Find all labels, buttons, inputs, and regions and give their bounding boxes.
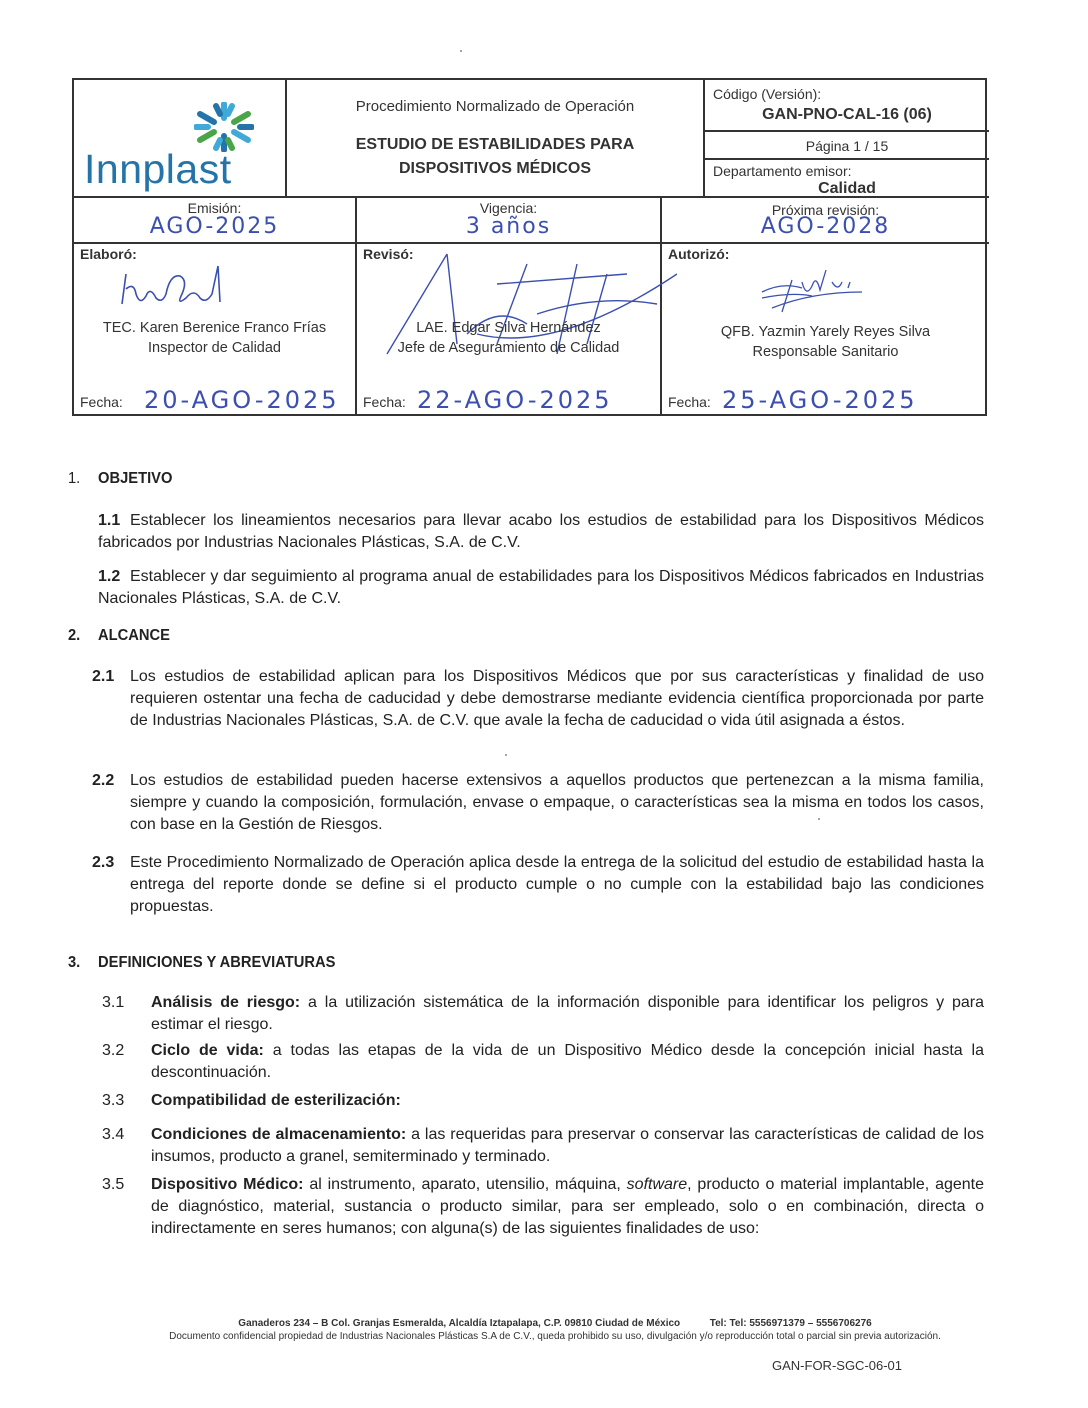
signer-name: TEC. Karen Berenice Franco Frías xyxy=(102,320,327,336)
definition-term: Análisis de riesgo: xyxy=(151,994,301,1011)
emission-cell xyxy=(74,198,357,244)
item-number: 2.3 xyxy=(92,854,115,871)
emission-value: AGO-2025 xyxy=(149,214,280,239)
signature-role: Elaboró: xyxy=(80,246,137,262)
page-number: Página 1 / 15 xyxy=(805,138,889,154)
company-logo-text: Innplast xyxy=(84,146,232,192)
item-number: 3.3 xyxy=(102,1092,125,1109)
validity-label: Vigencia: xyxy=(479,200,538,216)
footer-confidential: Documento confidencial propiedad de Industrias Nacionales Plásticas S.A de C.V., queda prohibido su uso, divulgación y/o reproducción total o parcial sin previa autorización. xyxy=(169,1331,941,1342)
department-label: Departamento emisor: xyxy=(713,163,852,179)
item-text: Este Procedimiento Normalizado de Operación aplica desde la entrega de la solicitud del estudio de estabilidad hasta la entrega del reporte donde se define si el producto cumple o no cumple con la estabilidad bajo las condiciones propuestas. xyxy=(130,854,984,915)
item-text: Los estudios de estabilidad pueden hacerse extensivos a aquellos productos que pertenezcan a la misma familia, siempre y cuando la composición, formulación, envase o empaque, o características sea la misma en todos los casos, con base en la Gestión de Riesgos. xyxy=(130,772,984,833)
item-number: 1.2 xyxy=(98,568,121,585)
snowflake-logo-icon xyxy=(194,102,254,152)
validity-value: 3 años xyxy=(465,214,552,239)
footer-phone: Tel: Tel: 5556971379 – 5556706276 xyxy=(709,1318,872,1329)
next-review-value: AGO-2028 xyxy=(760,214,891,239)
item-number: 2.1 xyxy=(92,668,115,685)
form-code: GAN-FOR-SGC-06-01 xyxy=(772,1358,903,1373)
code-value: GAN-PNO-CAL-16 (06) xyxy=(762,106,932,123)
signer-position: Jefe de Aseguramiento de Calidad xyxy=(397,340,620,356)
definition-3-4 xyxy=(102,1124,984,1168)
item-number: 3.4 xyxy=(102,1126,125,1143)
item-number: 2.2 xyxy=(92,772,115,789)
definition-3-3 xyxy=(102,1090,984,1112)
next-review-label: Próxima revisión: xyxy=(771,202,880,218)
department-cell xyxy=(705,160,989,198)
definition-3-2 xyxy=(102,1040,984,1084)
signature-date: 22-AGO-2025 xyxy=(417,386,613,414)
item-number: 1.1 xyxy=(98,512,121,529)
signature-block-autorizo xyxy=(662,244,989,416)
document-title-line2: DISPOSITIVOS MÉDICOS xyxy=(398,160,592,177)
definition-text-italic: software xyxy=(626,1176,688,1193)
signature-block-reviso xyxy=(357,244,662,416)
list-item-1-1 xyxy=(98,510,984,554)
definition-3-1 xyxy=(102,992,984,1036)
section-objetivo xyxy=(68,470,179,488)
scan-speck xyxy=(818,818,820,820)
logo-cell xyxy=(74,80,287,198)
list-item-2-1 xyxy=(92,666,984,732)
signature-role: Autorizó: xyxy=(668,246,730,262)
section-number: 2. xyxy=(68,627,81,644)
item-text: Establecer los lineamientos necesarios para llevar acabo los estudios de estabilidad para los Dispositivos Médicos fabricados por Industrias Nacionales Plásticas, S.A. de C.V. xyxy=(98,512,984,551)
page-cell xyxy=(705,132,989,160)
scan-speck xyxy=(505,754,507,756)
section-alcance xyxy=(68,627,176,645)
document-type: Procedimiento Normalizado de Operación xyxy=(355,98,635,115)
footer-address-line xyxy=(160,1318,950,1329)
date-label: Fecha: xyxy=(80,394,123,410)
definition-text: al instrumento, aparato, utensilio, máquina, xyxy=(303,1176,627,1193)
scan-speck xyxy=(460,50,462,52)
definition-term: Condiciones de almacenamiento: xyxy=(151,1126,407,1143)
handwritten-signature-icon xyxy=(742,252,882,322)
definition-text: a las requeridas para preservar o conservar las características de calidad de los insumos, producto a granel, semiterminado y terminado. xyxy=(151,1126,984,1165)
section-title: OBJETIVO xyxy=(98,470,173,487)
definition-term: Compatibilidad de esterilización: xyxy=(151,1092,401,1109)
item-text: Los estudios de estabilidad aplican para los Dispositivos Médicos que por sus características y finalidad de uso requieren ostentar una fecha de caducidad y debe demostrarse mediante evidencia científica proporcionada por parte de Industrias Nacionales Plásticas, S.A. de C.V. que avale la fecha de caducidad o vida útil asignada a éstos. xyxy=(130,668,984,729)
handwritten-signature-icon xyxy=(114,254,234,314)
definition-term: Dispositivo Médico: xyxy=(151,1176,304,1193)
document-title-line1: ESTUDIO DE ESTABILIDADES PARA xyxy=(355,136,635,153)
signer-position: Inspector de Calidad xyxy=(148,340,281,356)
definition-text: a todas las etapas de la vida de un Dispositivo Médico desde la concepción inicial hasta la descontinuación. xyxy=(151,1042,984,1081)
date-label: Fecha: xyxy=(363,394,406,410)
item-number: 3.5 xyxy=(102,1176,125,1193)
section-title: DEFINICIONES Y ABREVIATURAS xyxy=(98,954,336,971)
date-label: Fecha: xyxy=(668,394,711,410)
signature-date: 25-AGO-2025 xyxy=(722,386,918,414)
item-number: 3.2 xyxy=(102,1042,125,1059)
list-item-2-3 xyxy=(92,852,984,918)
item-text: Establecer y dar seguimiento al programa anual de estabilidades para los Dispositivos Médicos fabricados en Industrias Nacionales Plásticas, S.A. de C.V. xyxy=(98,568,984,607)
signer-position: Responsable Sanitario xyxy=(752,344,899,360)
section-number: 1. xyxy=(68,470,81,487)
signer-name: LAE. Edgar Silva Hernández xyxy=(416,320,601,336)
section-definiciones xyxy=(68,954,356,972)
next-review-cell xyxy=(662,198,989,244)
title-cell xyxy=(287,80,705,198)
code-label: Código (Versión): xyxy=(713,86,822,102)
definition-3-5 xyxy=(102,1174,984,1240)
document-header-table xyxy=(72,78,987,416)
department-value: Calidad xyxy=(818,180,876,197)
code-cell xyxy=(705,80,989,132)
emission-label: Emisión: xyxy=(187,200,242,216)
signature-block-elaboro xyxy=(74,244,357,416)
item-number: 3.1 xyxy=(102,994,125,1011)
definition-text: a la utilización sistemática de la información disponible para identificar los peligros y para estimar el riesgo. xyxy=(151,994,984,1033)
signature-role: Revisó: xyxy=(363,246,414,262)
section-number: 3. xyxy=(68,954,81,971)
section-title: ALCANCE xyxy=(98,627,170,644)
definition-term: Ciclo de vida: xyxy=(151,1042,264,1059)
footer-address: Ganaderos 234 – B Col. Granjas Esmeralda, Alcaldía Iztapalapa, C.P. 09810 Ciudad de México xyxy=(238,1318,681,1329)
signature-date: 20-AGO-2025 xyxy=(144,386,340,414)
signer-name: QFB. Yazmin Yarely Reyes Silva xyxy=(720,324,931,340)
list-item-1-2 xyxy=(98,566,984,610)
list-item-2-2 xyxy=(92,770,984,836)
validity-cell xyxy=(357,198,662,244)
definition-text: , producto o material implantable, agente de diagnóstico, material, sustancia o producto similar, para ser empleado, solo o en combinación, directa o indirectamente en seres humanos; con alguna(s) de las siguientes finalidades de uso: xyxy=(151,1176,985,1237)
